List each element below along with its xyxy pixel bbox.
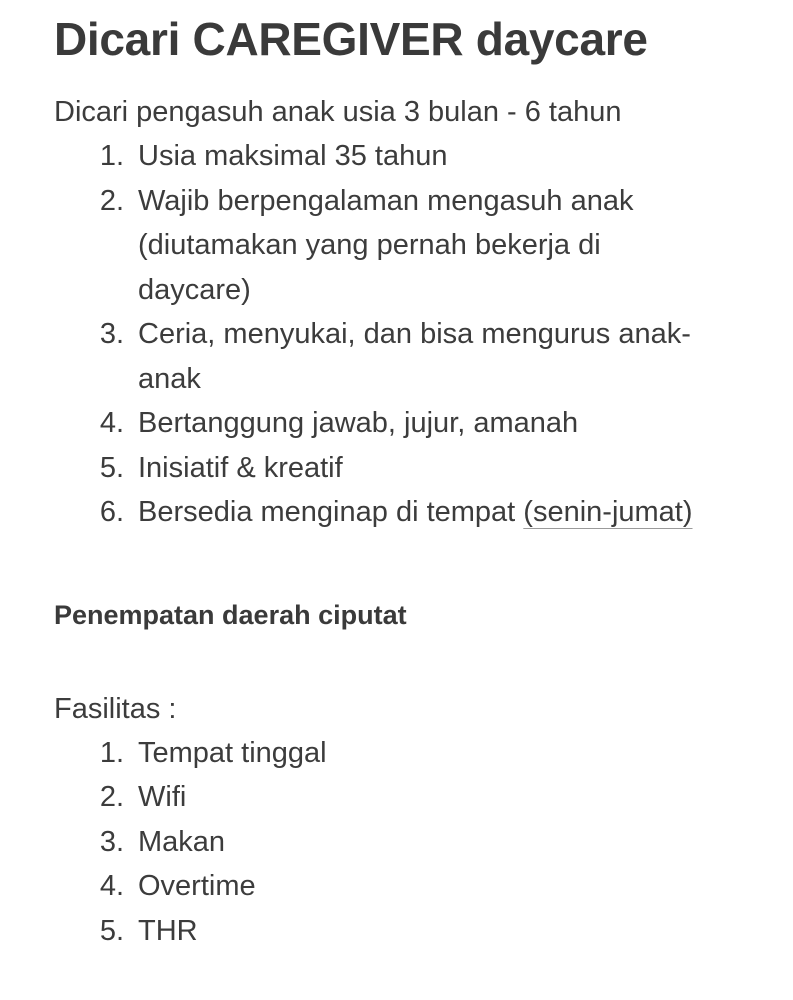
list-item xyxy=(54,134,793,179)
list-item xyxy=(54,312,793,401)
list-item-number: 2. xyxy=(99,781,124,813)
list-item xyxy=(54,775,793,820)
list-item-number: 5. xyxy=(99,451,124,484)
facilities-list xyxy=(54,731,793,954)
list-item-number: 4. xyxy=(99,407,124,439)
page-title: Dicari CAREGIVER daycare xyxy=(54,13,648,65)
requirements-list xyxy=(54,134,793,535)
list-item-text: Makan xyxy=(138,825,226,858)
list-item xyxy=(54,909,793,954)
list-item-text-start: Bersedia menginap di tempat xyxy=(138,496,524,528)
list-item-number: 3. xyxy=(99,825,124,858)
list-item xyxy=(54,731,793,776)
list-item-number: 2. xyxy=(99,184,124,217)
intro-text: Dicari pengasuh anak usia 3 bulan - 6 tahun xyxy=(54,96,622,128)
list-item-text xyxy=(124,490,748,535)
list-item xyxy=(54,864,793,909)
list-item xyxy=(54,820,793,865)
facilities-label: Fasilitas : xyxy=(54,692,177,725)
list-item-text: Inisiatif & kreatif xyxy=(138,451,343,484)
placement-heading: Penempatan daerah ciputat xyxy=(54,599,407,630)
list-item-text: Overtime xyxy=(138,870,256,902)
list-item-number: 5. xyxy=(99,914,124,947)
list-item xyxy=(54,490,793,535)
list-item xyxy=(54,179,793,313)
list-item-text: THR xyxy=(138,914,198,947)
list-item-text: Wifi xyxy=(138,781,187,813)
list-item-text: Wajib berpengalaman mengasuh anak (diutamakan yang pernah bekerja di daycare) xyxy=(138,184,634,306)
list-item xyxy=(54,401,793,446)
list-item-number: 1. xyxy=(99,140,124,172)
list-item-number: 4. xyxy=(99,870,124,902)
list-item-number: 1. xyxy=(99,736,124,769)
list-item xyxy=(54,446,793,491)
list-item-number: 6. xyxy=(99,496,124,528)
list-item-number: 3. xyxy=(99,318,124,350)
list-item-text: Usia maksimal 35 tahun xyxy=(138,140,448,172)
list-item-text: Tempat tinggal xyxy=(138,736,327,769)
list-item-text: Bertanggung jawab, jujur, amanah xyxy=(138,407,579,439)
list-item-text: Ceria, menyukai, dan bisa mengurus anak-anak xyxy=(138,318,691,395)
schedule-underlined-text: (senin-jumat) xyxy=(523,496,693,528)
